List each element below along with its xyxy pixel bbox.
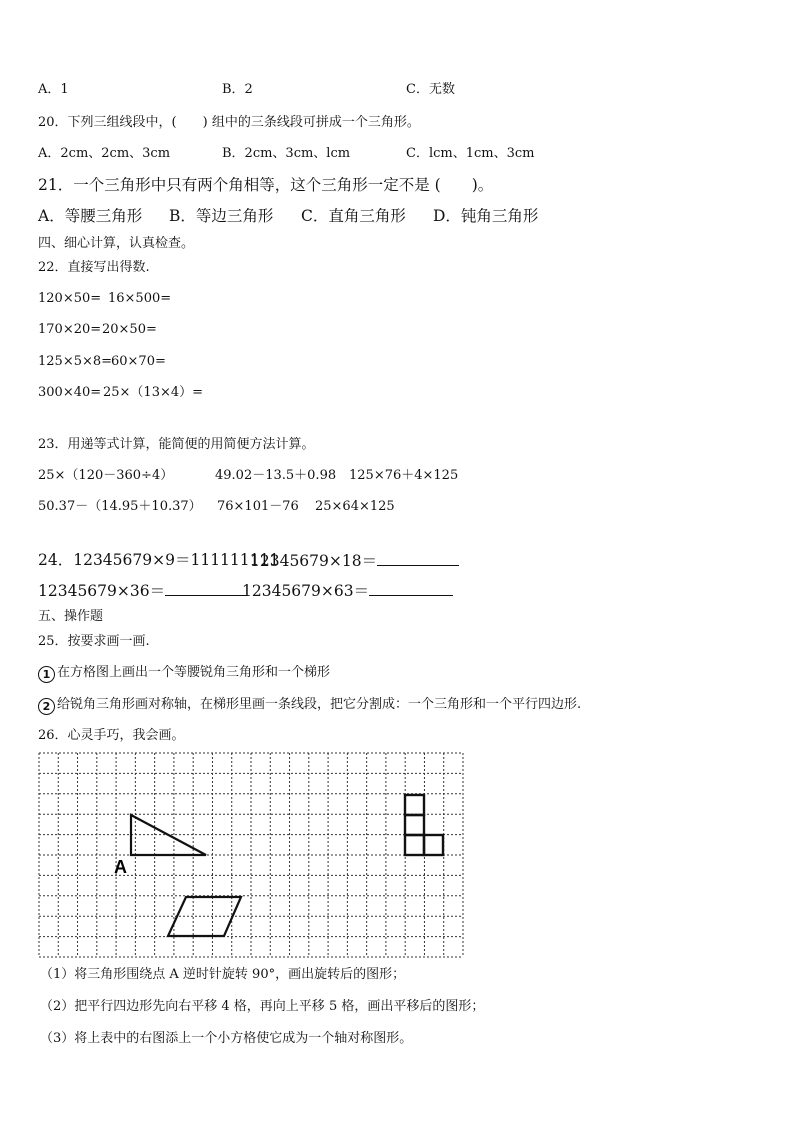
q25-item-2-text: 给锐角三角形画对称轴，在梯形里画一条线段，把它分割成：一个三角形和一个平行四边形. [57, 697, 582, 712]
q22-expr: 25×（13×4）= [103, 385, 204, 400]
q20-option-a: A．2cm、2cm、3cm [38, 146, 171, 161]
q19-option-b: B．2 [222, 82, 253, 97]
q23-stem: 23．用递等式计算，能简便的用简便方法计算。 [38, 437, 315, 452]
l-shape-figure [405, 795, 443, 855]
dashed-grid [39, 753, 463, 957]
grid-figure [38, 752, 464, 966]
point-a-label: A [114, 857, 127, 877]
q22-expr: 16×500= [108, 291, 172, 306]
q26-item-3: （3）将上表中的右图添上一个小方格使它成为一个轴对称图形。 [40, 1031, 413, 1046]
q25-item-2 [38, 697, 581, 715]
q22-expr: 120×50= [38, 291, 102, 306]
q26-item-1: （1）将三角形围绕点 A 逆时针旋转 90°，画出旋转后的图形； [40, 967, 406, 982]
q20-stem: 20．下列三组线段中，( ) 组中的三条线段可拼成一个三角形。 [38, 115, 420, 130]
q24-equation [250, 551, 459, 570]
q20-option-c: C．lcm、1cm、3cm [406, 146, 535, 161]
q24-expr: 12345679×36＝ [38, 582, 166, 600]
triangle-shape [131, 815, 206, 855]
q22-expr: 300×40= [38, 385, 102, 400]
q23-expr: 25×（120－360÷4） [38, 468, 174, 483]
q22-expr: 60×70= [111, 354, 166, 369]
q22-expr: 170×20= [38, 322, 102, 337]
q19-option-c: C．无数 [406, 82, 455, 97]
section-5-heading: 五、操作题 [38, 609, 104, 624]
q20-option-b: B．2cm、3cm、lcm [222, 146, 351, 161]
q26-stem: 26．心灵手巧，我会画。 [38, 728, 185, 743]
q24-equation [242, 581, 453, 600]
q24-equation [38, 581, 247, 600]
q25-stem: 25．按要求画一画. [38, 634, 150, 649]
q24-expr: 12345679×18＝ [250, 552, 378, 570]
q26-item-2: （2）把平行四边形先向右平移 4 格，再向上平移 5 格，画出平移后的图形； [40, 999, 485, 1014]
circled-number: 2 [38, 698, 55, 715]
q23-expr: 76×101－76 [217, 499, 299, 514]
q24-equation: 24．12345679×9＝111111111 [38, 551, 280, 569]
q22-stem: 22．直接写出得数. [38, 260, 150, 275]
q25-item-1-text: 在方格图上画出一个等腰锐角三角形和一个梯形 [57, 665, 331, 680]
q21-option-a: A．等腰三角形 [38, 207, 143, 225]
circled-number: 1 [38, 666, 55, 683]
q21-stem: 21．一个三角形中只有两个角相等，这个三角形一定不是 ( )。 [38, 176, 494, 194]
q23-expr: 50.37－（14.95＋10.37） [38, 499, 202, 514]
section-4-heading: 四、细心计算，认真检查。 [38, 236, 195, 251]
answer-blank[interactable] [165, 581, 247, 596]
q19-option-a: A．1 [38, 82, 69, 97]
q24-expr: 12345679×63＝ [242, 582, 370, 600]
answer-blank[interactable] [377, 551, 459, 566]
q22-expr: 20×50= [102, 322, 157, 337]
q23-expr: 125×76＋4×125 [349, 468, 459, 483]
q21-option-c: C．直角三角形 [301, 207, 406, 225]
answer-blank[interactable] [369, 581, 453, 596]
q23-expr: 25×64×125 [315, 499, 395, 514]
q21-option-b: B．等边三角形 [169, 207, 274, 225]
q25-item-1 [38, 665, 330, 683]
q21-option-d: D．钝角三角形 [433, 207, 539, 225]
q22-expr: 125×5×8= [38, 354, 113, 369]
q23-expr: 49.02－13.5＋0.98 [215, 468, 337, 483]
